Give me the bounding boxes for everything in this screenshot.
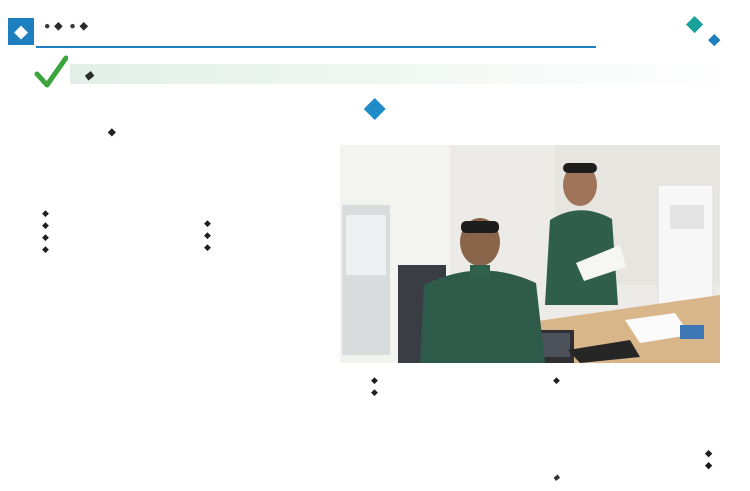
paragraph: ◆ [204,229,211,240]
article-lead: ◆ [108,127,116,138]
header-rule [36,46,596,48]
text-column-1 [42,208,193,255]
paragraph: ◆ [42,219,49,230]
logo-line-2: ◆ [708,31,720,48]
bullet-icon: ● [69,20,76,32]
author-rank: ◆ [705,459,712,470]
newspaper-logo [686,14,720,46]
text-column-4 [553,375,717,387]
paragraph: ◆ [371,375,378,385]
region-name: ◆ [553,472,560,482]
article-photo [340,145,720,363]
author-name: ◆ [705,448,712,458]
bullet-icon: ● [44,20,51,32]
article-title: ◆ [364,92,386,122]
rubric-text: ◆ [84,68,94,82]
issue-date: ◆ [54,20,63,32]
text-column-2 [204,218,336,254]
text-column-3 [371,375,531,399]
paragraph: ◆ [371,386,378,397]
paragraph: ◆ [42,231,49,242]
rubric-bar [70,64,742,84]
issue-number: ◆ [79,20,88,32]
check-mark-icon [34,55,68,91]
page-number: ◆ [8,18,34,45]
paragraph: ◆ [204,218,211,228]
paragraph: ◆ [42,243,49,254]
issue-info [40,20,88,32]
paragraph: ◆ [42,208,49,218]
paragraph: ◆ [204,241,211,252]
logo-line-1: ◆ [686,12,703,35]
paragraph: ◆ [553,375,560,385]
author-signature [705,448,712,471]
